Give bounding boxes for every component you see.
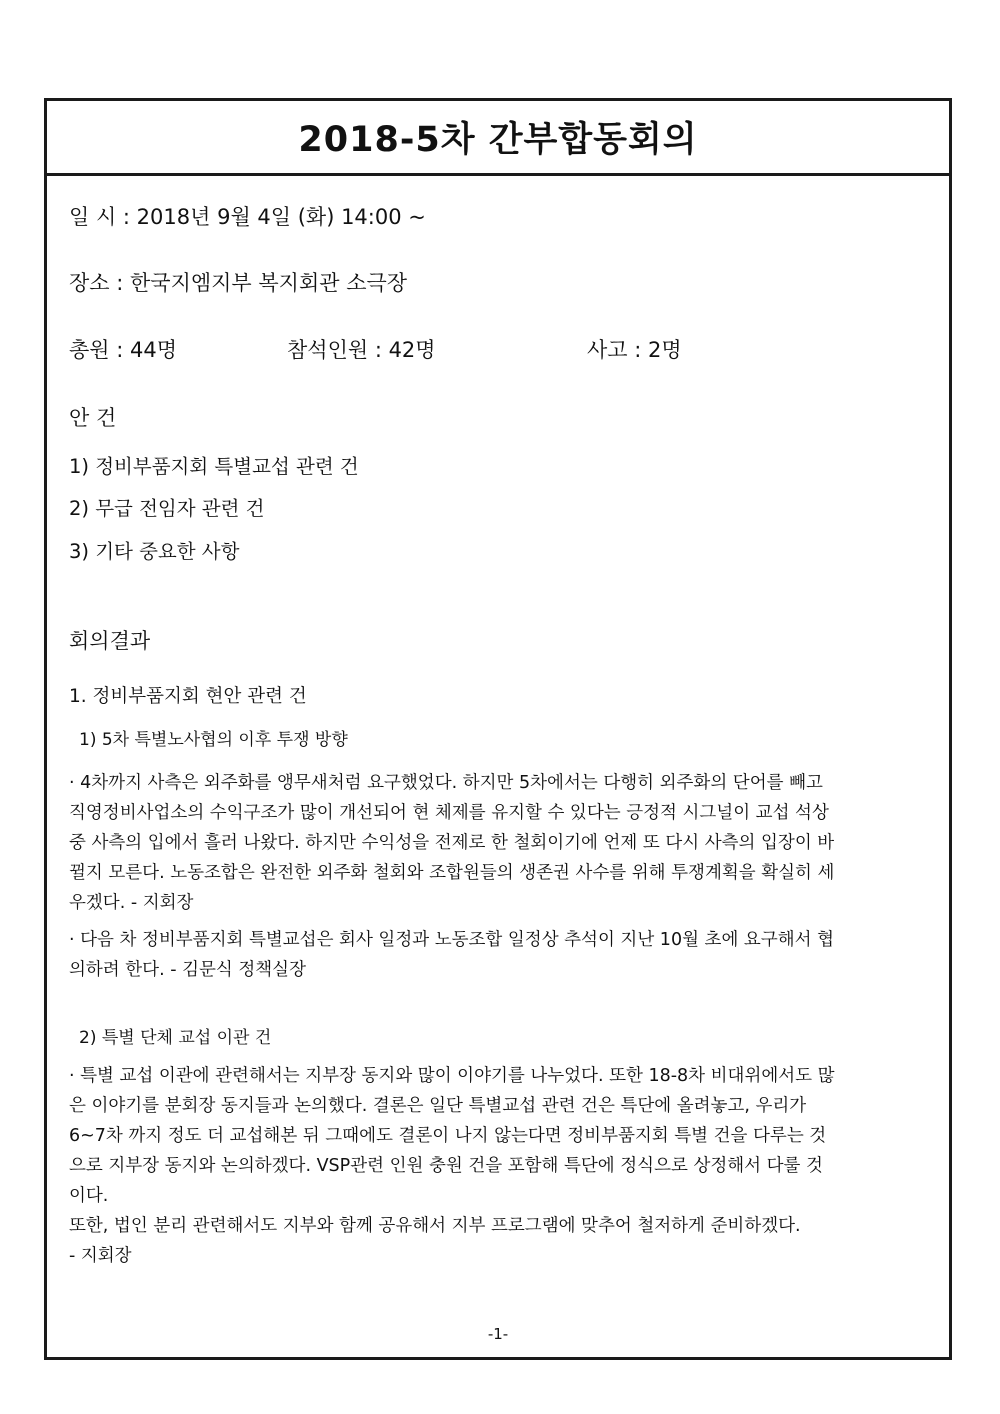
paragraph-line: 의하려 한다. - 김문식 정책실장 bbox=[69, 960, 306, 980]
document-title: 2018-5차 간부합동회의 bbox=[298, 120, 698, 160]
paragraph-line: 이다. bbox=[69, 1186, 109, 1206]
paragraph-line: 또한, 법인 분리 관련해서도 지부와 함께 공유해서 지부 프로그램에 맞추어 철저하게 준비하겠다. bbox=[69, 1216, 801, 1236]
paragraph-line: · 특별 교섭 이관에 관련해서는 지부장 동지와 많이 이야기를 나누었다. 또한 18-8차 비대위에서도 많 bbox=[69, 1066, 835, 1086]
agenda-item: 1) 정비부품지회 특별교섭 관련 건 bbox=[69, 455, 359, 478]
meeting-datetime: 일 시 : 2018년 9월 4일 (화) 14:00 ~ bbox=[69, 205, 426, 229]
subsection-heading: 2) 특별 단체 교섭 이관 건 bbox=[79, 1028, 272, 1048]
paragraph-line: · 다음 차 정비부품지회 특별교섭은 회사 일정과 노동조합 일정상 추석이 지난 10월 초에 요구해서 협 bbox=[69, 930, 835, 950]
result-paragraph-1 bbox=[69, 768, 925, 918]
paragraph-line: 으로 지부장 동지와 논의하겠다. VSP관련 인원 충원 건을 포함해 특단에 정식으로 상정해서 다룰 것 bbox=[69, 1156, 823, 1176]
member-attend: 참석인원 : 42명 bbox=[287, 338, 436, 362]
paragraph-line: 6~7차 까지 정도 더 교섭해본 뒤 그때에도 결론이 나지 않는다면 정비부품지회 특별 건을 다루는 것 bbox=[69, 1126, 827, 1146]
agenda-heading: 안 건 bbox=[69, 406, 117, 430]
member-absent: 사고 : 2명 bbox=[587, 338, 682, 362]
member-total: 총원 : 44명 bbox=[69, 338, 178, 362]
paragraph-line: - 지회장 bbox=[69, 1246, 132, 1266]
paragraph-line: 중 사측의 입에서 흘러 나왔다. 하지만 수익성을 전제로 한 철회이기에 언제 또 다시 사측의 입장이 바 bbox=[69, 833, 835, 853]
result-paragraph-3 bbox=[69, 1061, 925, 1271]
page-number: -1- bbox=[487, 1325, 509, 1343]
document-frame bbox=[44, 98, 952, 1360]
paragraph-line: 직영정비사업소의 수익구조가 많이 개선되어 현 체제를 유지할 수 있다는 긍정적 시그널이 교섭 석상 bbox=[69, 803, 829, 823]
paragraph-line: 뀔지 모른다. 노동조합은 완전한 외주화 철회와 조합원들의 생존권 사수를 위해 투쟁계획을 확실히 세 bbox=[69, 863, 835, 883]
paragraph-line: · 4차까지 사측은 외주화를 앵무새처럼 요구했었다. 하지만 5차에서는 다행히 외주화의 단어를 빼고 bbox=[69, 773, 823, 793]
result-paragraph-2 bbox=[69, 925, 925, 985]
paragraph-line: 은 이야기를 분회장 동지들과 논의했다. 결론은 일단 특별교섭 관련 건은 특단에 올려놓고, 우리가 bbox=[69, 1096, 807, 1116]
results-heading: 회의결과 bbox=[69, 629, 151, 653]
title-box bbox=[47, 101, 949, 176]
agenda-item: 3) 기타 중요한 사항 bbox=[69, 540, 240, 563]
meeting-place: 장소 : 한국지엠지부 복지회관 소극장 bbox=[69, 271, 408, 295]
section-heading: 1. 정비부품지회 현안 관련 건 bbox=[69, 686, 307, 707]
agenda-item: 2) 무급 전임자 관련 건 bbox=[69, 497, 265, 520]
paragraph-line: 우겠다. - 지회장 bbox=[69, 893, 194, 913]
subsection-heading: 1) 5차 특별노사협의 이후 투쟁 방향 bbox=[79, 730, 348, 750]
